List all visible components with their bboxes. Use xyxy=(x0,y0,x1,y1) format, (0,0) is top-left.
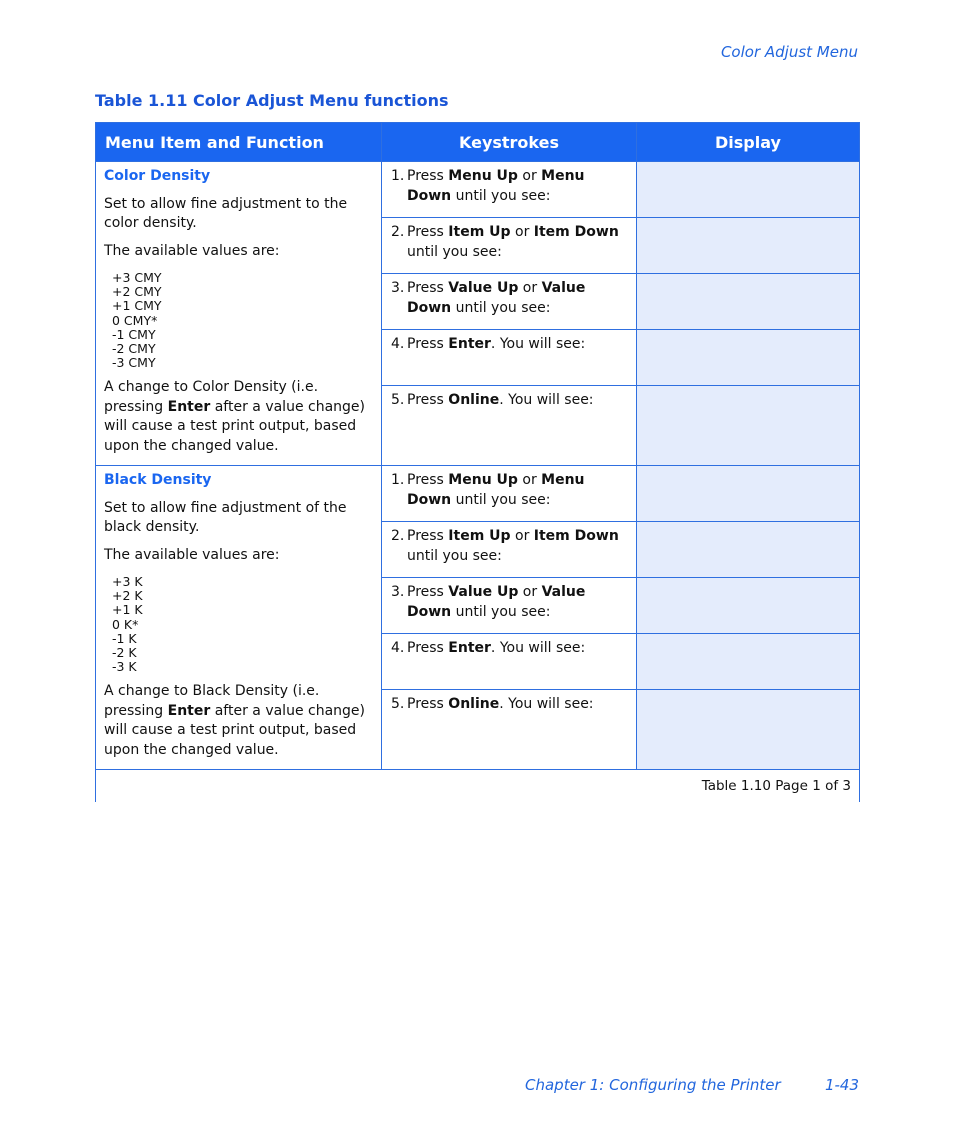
step-text xyxy=(407,471,628,510)
header-menu-item: Menu Item and Function xyxy=(96,123,382,162)
key-name: Item Up xyxy=(448,528,511,544)
step-text-part: Press xyxy=(407,528,449,544)
value-list xyxy=(112,271,373,370)
step-number: 3. xyxy=(391,584,405,600)
step-text-part: or xyxy=(510,224,534,240)
step-text-part: . You will see: xyxy=(490,640,586,656)
display-cell xyxy=(637,634,860,690)
key-name: Item Down xyxy=(533,224,619,240)
keystroke-step-1 xyxy=(382,466,637,522)
step-number: 4. xyxy=(391,640,405,656)
key-name: Item Down xyxy=(533,528,619,544)
step-text-part: until you see: xyxy=(451,187,551,204)
step-text-part: until you see: xyxy=(451,299,551,316)
note-text: after a value change) will cause a test print output, based upon the changed value. xyxy=(104,702,365,758)
display-cell xyxy=(637,330,860,386)
key-name: Value Up xyxy=(448,584,519,600)
table-page-note: Table 1.10 Page 1 of 3 xyxy=(96,770,860,803)
step-text xyxy=(407,639,585,659)
keystroke-step-5 xyxy=(382,386,637,466)
step-number: 1. xyxy=(391,472,405,488)
keystroke-step-5 xyxy=(382,690,637,770)
key-name: Menu Down xyxy=(407,472,585,508)
step-text-part: Press xyxy=(407,584,449,600)
step-number: 1. xyxy=(391,168,405,184)
step-text-part: . You will see: xyxy=(490,336,586,352)
value-item: +2 K xyxy=(112,588,143,604)
step-text xyxy=(407,167,628,206)
key-name: Enter xyxy=(448,640,491,656)
menu-item-description: Set to allow fine adjustment to the color density. xyxy=(104,195,348,231)
menu-item-description: Set to allow fine adjustment of the black density. xyxy=(104,499,347,535)
value-item: 0 K* xyxy=(112,616,139,632)
step-text-part: Press xyxy=(407,280,449,296)
key-name: Online xyxy=(448,696,500,712)
step-text xyxy=(407,223,628,262)
step-number: 2. xyxy=(391,528,405,544)
value-item: -3 K xyxy=(112,659,137,675)
running-head: Color Adjust Menu xyxy=(720,43,858,61)
footer-chapter: Chapter 1: Configuring the Printer xyxy=(525,1076,781,1094)
value-item: -2 CMY xyxy=(112,341,156,357)
step-number: 3. xyxy=(391,280,405,296)
keystroke-step-2 xyxy=(382,218,637,274)
step-text-part: until you see: xyxy=(451,491,551,508)
display-cell xyxy=(637,274,860,330)
step-text-part: Press xyxy=(407,696,449,712)
header-display: Display xyxy=(637,123,860,162)
step-text xyxy=(407,391,594,411)
value-item: +1 K xyxy=(112,602,143,618)
step-text-part: Press xyxy=(407,224,449,240)
header-keystrokes: Keystrokes xyxy=(382,123,637,162)
step-text xyxy=(407,335,585,355)
key-name: Value Down xyxy=(407,280,586,316)
value-item: +3 K xyxy=(112,574,143,589)
keystroke-step-3 xyxy=(382,578,637,634)
table-row xyxy=(96,466,860,522)
step-text-part: . You will see: xyxy=(499,696,594,712)
key-name: Enter xyxy=(448,336,491,352)
table-note-row xyxy=(96,770,860,803)
test-print-note xyxy=(104,378,373,456)
table-row xyxy=(96,162,860,218)
step-text-part: Press xyxy=(407,168,449,184)
step-text-part: Press xyxy=(407,336,449,352)
key-name: Value Down xyxy=(407,584,586,620)
step-number: 4. xyxy=(391,336,405,352)
value-item: -3 CMY xyxy=(112,355,156,371)
display-cell xyxy=(637,218,860,274)
key-name: Value Up xyxy=(448,280,519,296)
function-cell-black-density xyxy=(96,466,382,770)
step-text xyxy=(407,583,628,622)
display-cell xyxy=(637,386,860,466)
step-text-part: or xyxy=(517,472,542,488)
display-cell xyxy=(637,690,860,770)
key-name: Menu Down xyxy=(407,168,585,204)
value-item: +1 CMY xyxy=(112,298,162,314)
color-adjust-table xyxy=(95,122,860,802)
keystroke-step-2 xyxy=(382,522,637,578)
step-text-part: or xyxy=(510,528,534,544)
note-text: A change to Color Density (i.e. pressing xyxy=(104,379,319,415)
value-item: -1 K xyxy=(112,630,137,646)
key-name: Online xyxy=(448,392,500,408)
available-values-label: The available values are: xyxy=(104,242,280,259)
test-print-note xyxy=(104,682,373,760)
note-text: after a value change) will cause a test print output, based upon the changed value. xyxy=(104,398,365,454)
value-item: -1 CMY xyxy=(112,326,156,342)
step-text-part: until you see: xyxy=(451,603,551,620)
step-number: 5. xyxy=(391,696,405,712)
keystroke-step-3 xyxy=(382,274,637,330)
menu-item-title: Black Density xyxy=(104,472,212,488)
step-text-part: . You will see: xyxy=(499,392,594,408)
display-cell xyxy=(637,522,860,578)
keystroke-step-4 xyxy=(382,634,637,690)
page-footer xyxy=(525,1076,859,1094)
menu-item-title: Color Density xyxy=(104,168,211,184)
step-text-part: Press xyxy=(407,640,449,656)
step-text-part: Press xyxy=(407,392,449,408)
value-item: +2 CMY xyxy=(112,284,162,300)
display-cell xyxy=(637,162,860,218)
key-name: Item Up xyxy=(448,224,511,240)
function-cell-color-density xyxy=(96,162,382,466)
value-item: 0 CMY* xyxy=(112,312,158,328)
display-cell xyxy=(637,466,860,522)
value-list xyxy=(112,575,373,674)
value-item: +3 CMY xyxy=(112,270,162,285)
keystroke-step-4 xyxy=(382,330,637,386)
value-item: -2 K xyxy=(112,645,137,661)
footer-page-number: 1-43 xyxy=(824,1076,859,1094)
keystroke-step-1 xyxy=(382,162,637,218)
display-cell xyxy=(637,578,860,634)
note-text: A change to Black Density (i.e. pressing xyxy=(104,683,320,719)
step-text-part: or xyxy=(518,584,542,600)
step-text-part: Press xyxy=(407,472,449,488)
step-text xyxy=(407,527,628,566)
step-text-part: or xyxy=(518,280,542,296)
note-key: Enter xyxy=(167,702,211,719)
header-row xyxy=(96,123,860,162)
note-key: Enter xyxy=(167,398,211,415)
step-text-part: until you see: xyxy=(407,243,502,260)
step-number: 5. xyxy=(391,392,405,408)
table-caption: Table 1.11 Color Adjust Menu functions xyxy=(95,91,449,110)
step-text-part: or xyxy=(517,168,542,184)
step-text xyxy=(407,279,628,318)
key-name: Menu Up xyxy=(448,472,518,488)
available-values-label: The available values are: xyxy=(104,546,280,563)
key-name: Menu Up xyxy=(448,168,518,184)
step-text-part: until you see: xyxy=(407,547,502,564)
step-text xyxy=(407,695,594,715)
step-number: 2. xyxy=(391,224,405,240)
